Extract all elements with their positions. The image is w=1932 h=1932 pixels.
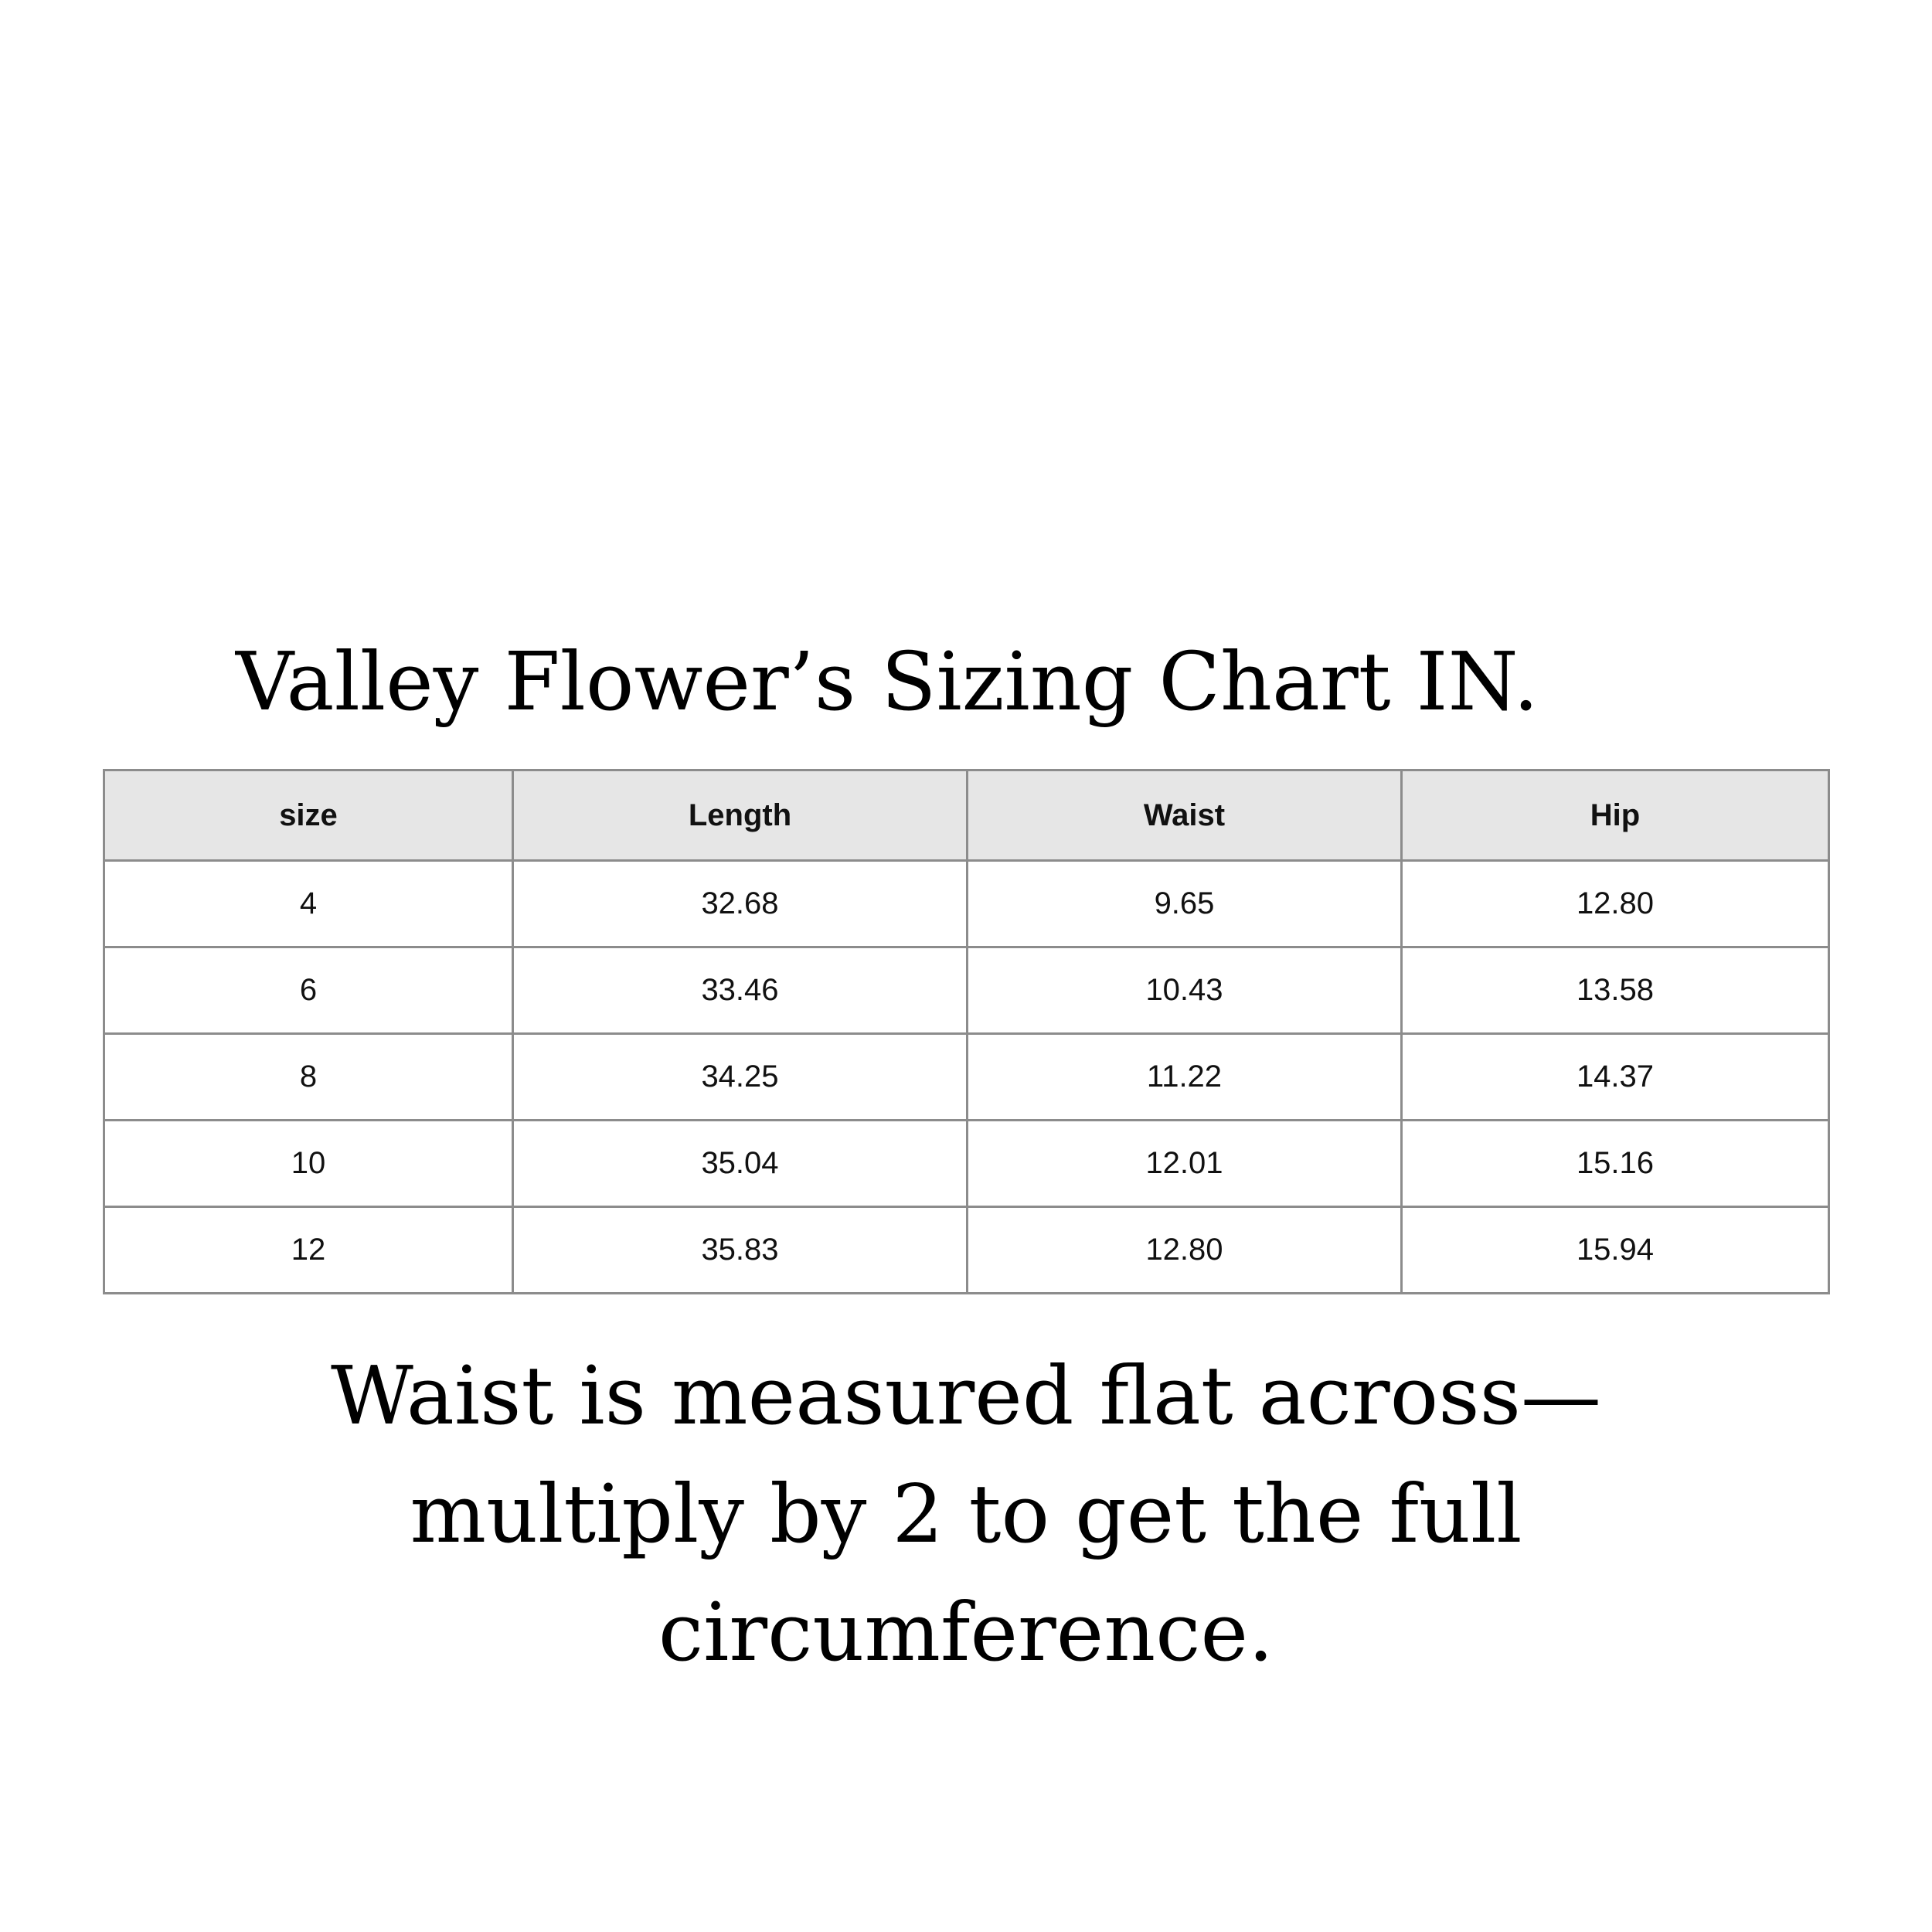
cell-size: 12 [104, 1207, 513, 1294]
cell-size: 8 [104, 1034, 513, 1121]
cell-size: 10 [104, 1121, 513, 1207]
header-size: size [104, 770, 513, 861]
cell-waist: 9.65 [968, 861, 1402, 947]
table-row [104, 1121, 1829, 1207]
cell-size: 6 [104, 947, 513, 1034]
cell-size: 4 [104, 861, 513, 947]
cell-length: 32.68 [513, 861, 968, 947]
note-line: circumference. [658, 1585, 1274, 1679]
measurement-note [0, 1337, 1932, 1692]
table-row [104, 861, 1829, 947]
cell-hip: 15.94 [1402, 1207, 1829, 1294]
note-line: multiply by 2 to get the full [410, 1467, 1522, 1561]
table-row [104, 1207, 1829, 1294]
cell-length: 34.25 [513, 1034, 968, 1121]
cell-length: 35.83 [513, 1207, 968, 1294]
table-row [104, 1034, 1829, 1121]
cell-length: 33.46 [513, 947, 968, 1034]
cell-hip: 14.37 [1402, 1034, 1829, 1121]
cell-hip: 15.16 [1402, 1121, 1829, 1207]
table-row [104, 947, 1829, 1034]
sizing-table-container [103, 769, 1828, 1294]
sizing-table [103, 769, 1830, 1294]
cell-length: 35.04 [513, 1121, 968, 1207]
cell-hip: 12.80 [1402, 861, 1829, 947]
note-line: Waist is measured flat across— [331, 1349, 1601, 1443]
cell-waist: 12.80 [968, 1207, 1402, 1294]
header-hip: Hip [1402, 770, 1829, 861]
cell-hip: 13.58 [1402, 947, 1829, 1034]
cell-waist: 11.22 [968, 1034, 1402, 1121]
cell-waist: 12.01 [968, 1121, 1402, 1207]
table-header-row [104, 770, 1829, 861]
cell-waist: 10.43 [968, 947, 1402, 1034]
header-waist: Waist [968, 770, 1402, 861]
chart-title: Valley Flower’s Sizing Chart IN. [236, 634, 1539, 729]
header-length: Length [513, 770, 968, 861]
